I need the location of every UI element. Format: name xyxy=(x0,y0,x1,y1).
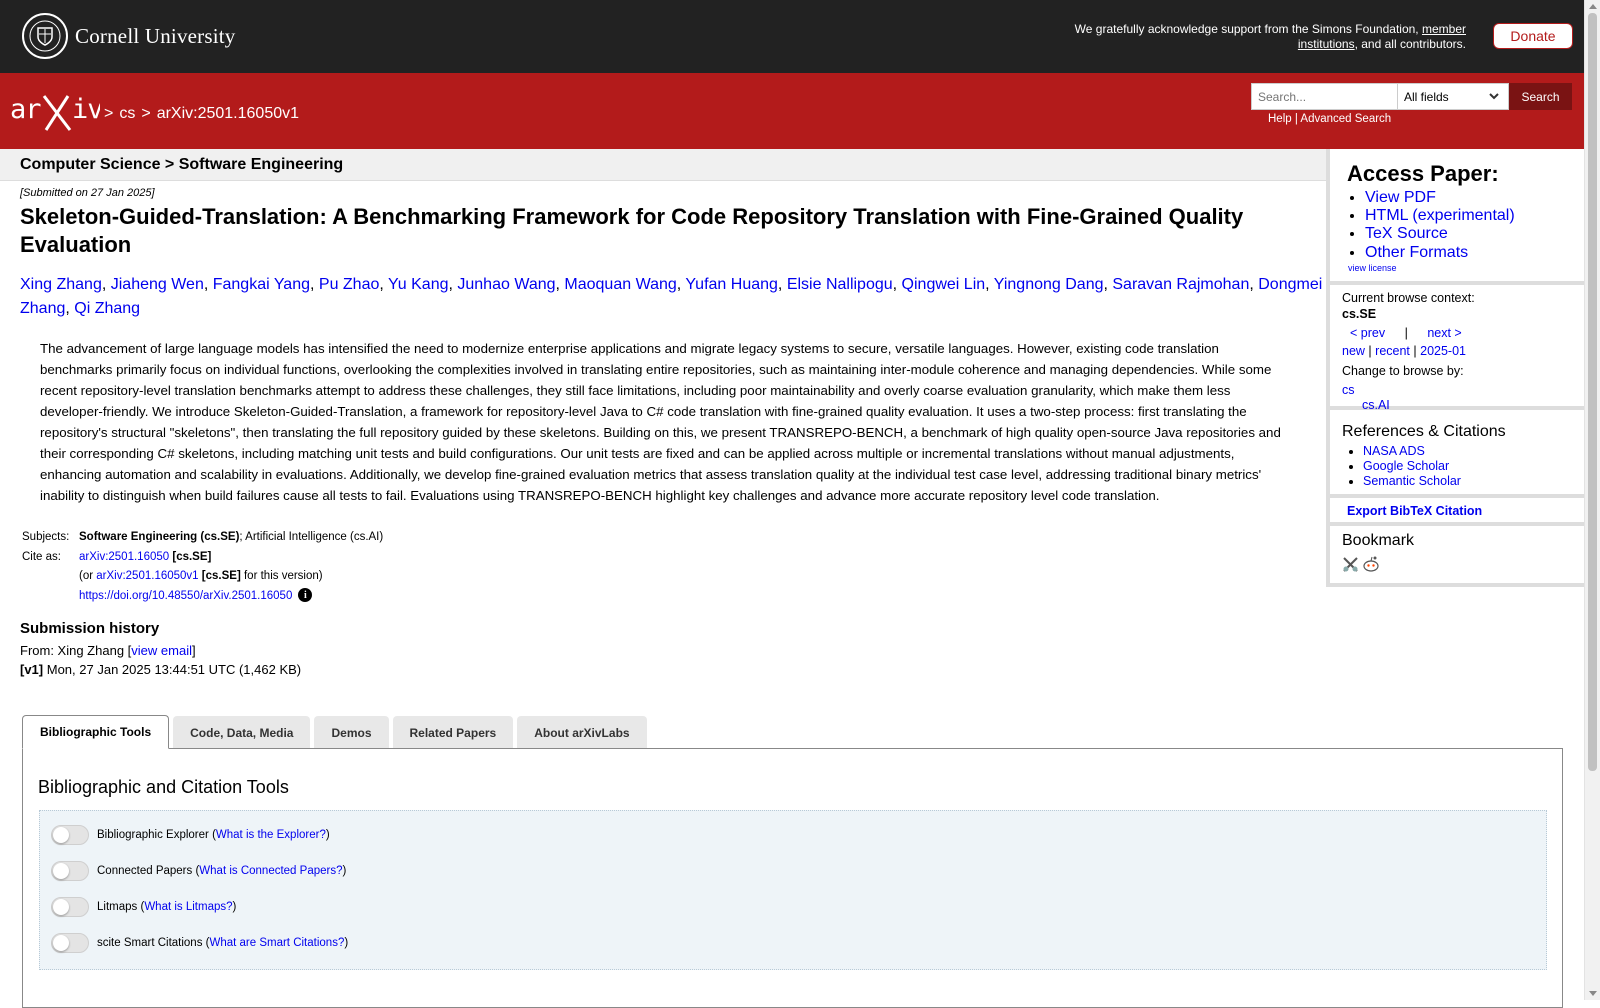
version-row xyxy=(22,567,383,587)
browse-cs-link[interactable]: cs xyxy=(1342,382,1355,397)
cite-row xyxy=(22,548,383,568)
ack-text: We gratefully acknowledge support from the Simons Foundation, xyxy=(1074,22,1419,36)
submission-from xyxy=(20,643,196,658)
tab-related-papers[interactable]: Related Papers xyxy=(393,716,514,749)
author-link[interactable]: Elsie Nallipogu xyxy=(786,276,893,293)
scroll-thumb[interactable] xyxy=(1588,13,1597,771)
list-item xyxy=(1365,244,1584,262)
breadcrumb xyxy=(104,105,299,123)
author-link[interactable]: Jiaheng Wen xyxy=(110,276,204,293)
access-paper-title: Access Paper: xyxy=(1347,161,1499,186)
export-box xyxy=(1330,498,1584,526)
access-paper-box xyxy=(1330,149,1584,285)
browse-context-box xyxy=(1330,289,1584,410)
header-links xyxy=(1268,113,1391,125)
author-link[interactable]: Yingnong Dang xyxy=(993,276,1104,293)
other-formats-link[interactable]: Other Formats xyxy=(1365,243,1469,261)
member-institutions-link[interactable]: member institutions xyxy=(1297,22,1466,51)
primary-subject: Software Engineering (cs.SE) xyxy=(79,531,240,543)
list-item xyxy=(1365,189,1584,207)
tab-about-arxivlabs[interactable]: About arXivLabs xyxy=(517,716,646,749)
scite-toggle[interactable] xyxy=(51,933,89,953)
svg-text:ar: ar xyxy=(10,94,41,125)
arxiv-logo[interactable] xyxy=(10,90,100,137)
explorer-toggle[interactable] xyxy=(51,825,89,845)
cornell-wordmark: Cornell University xyxy=(75,23,236,48)
change-browse-label: Change to browse by: xyxy=(1342,364,1464,378)
version-id-link[interactable]: arXiv:2501.16050v1 xyxy=(96,570,199,582)
cite-value xyxy=(79,548,211,568)
tool-row-scite: scite Smart Citations ( What are Smart Citations? ) xyxy=(51,933,348,953)
submission-history-title: Submission history xyxy=(20,620,160,637)
tab-bibliographic-tools[interactable]: Bibliographic Tools xyxy=(22,715,169,749)
donate-button[interactable]: Donate xyxy=(1493,23,1573,49)
help-link[interactable]: Help xyxy=(1268,113,1292,125)
google-scholar-link[interactable]: Google Scholar xyxy=(1363,459,1450,473)
cornell-seal-icon xyxy=(22,13,68,59)
tool-help-link[interactable]: What is Connected Papers? xyxy=(199,865,343,877)
author-link[interactable]: Saravan Rajmohan xyxy=(1112,276,1250,293)
access-links xyxy=(1347,189,1584,262)
export-bibtex-link[interactable]: Export BibTeX Citation xyxy=(1347,504,1483,518)
list-item xyxy=(1363,444,1584,459)
nav-separator: | xyxy=(1404,325,1408,340)
tool-name: Litmaps xyxy=(97,901,138,913)
nav-separator: | xyxy=(1368,343,1372,358)
references-links xyxy=(1342,444,1584,489)
tool-row-litmaps: Litmaps ( What is Litmaps? ) xyxy=(51,897,236,917)
spacer xyxy=(22,587,79,607)
breadcrumb-sep: > xyxy=(141,105,151,122)
semantic-scholar-link[interactable]: Semantic Scholar xyxy=(1363,474,1461,488)
new-link[interactable]: new xyxy=(1342,343,1365,358)
connected-papers-toggle[interactable] xyxy=(51,861,89,881)
version-text: Mon, 27 Jan 2025 13:44:51 UTC (1,462 KB) xyxy=(46,662,302,677)
context-value: cs.SE xyxy=(1342,306,1377,321)
references-box xyxy=(1330,414,1584,498)
tool-row-explorer: Bibliographic Explorer ( What is the Explorer? ) xyxy=(51,825,330,845)
search-input[interactable] xyxy=(1251,83,1398,110)
html-link[interactable]: HTML (experimental) xyxy=(1365,207,1515,225)
doi-value xyxy=(79,587,312,607)
author-link[interactable]: Maoquan Wang xyxy=(564,276,677,293)
tools-box xyxy=(39,810,1547,970)
author-link[interactable]: Dongmei Zhang xyxy=(20,276,1323,317)
author-link[interactable]: Yu Kang xyxy=(387,276,449,293)
paper-title: Skeleton-Guided-Translation: A Benchmarking Framework for Code Repository Translation with Fine-Grained Quality Evaluation xyxy=(20,204,1244,257)
tab-demos[interactable]: Demos xyxy=(314,716,388,749)
bookmark-box xyxy=(1330,526,1584,587)
list-item xyxy=(1365,207,1584,225)
browse-links xyxy=(1342,342,1584,361)
tab-panel xyxy=(22,748,1563,1008)
author-link[interactable]: Junhao Wang xyxy=(457,276,556,293)
header-separator: | xyxy=(1294,113,1298,125)
author-list: Xing Zhang, Jiaheng Wen, Fangkai Yang, Pu Zhao, Yu Kang, Junhao Wang, Maoquan Wang, Yufan Huang, Elsie Nallipogu, Qingwei Lin, Yingnong Dang, Saravan Rajmohan, Dongmei Zhang, Qi Zhang xyxy=(20,276,1323,317)
list-item xyxy=(1363,474,1584,489)
tool-help-link[interactable]: What is Litmaps? xyxy=(144,901,233,913)
context-label: Current browse context: xyxy=(1342,291,1475,305)
reddit-icon[interactable] xyxy=(1362,555,1380,573)
author-link[interactable]: Qingwei Lin xyxy=(901,276,986,293)
author-link[interactable]: Fangkai Yang xyxy=(212,276,310,293)
subject-header: Computer Science > Software Engineering xyxy=(0,149,1326,181)
litmaps-toggle[interactable] xyxy=(51,897,89,917)
ack-suffix: , and all contributors. xyxy=(1354,36,1466,51)
browse-csai-link[interactable]: cs.AI xyxy=(1362,398,1390,412)
bibsonomy-icon[interactable] xyxy=(1342,556,1359,573)
tool-help-link[interactable]: What are Smart Citations? xyxy=(209,937,345,949)
browse-cs-row xyxy=(1342,381,1584,400)
toggle-knob xyxy=(53,899,69,915)
tool-name: scite Smart Citations xyxy=(97,937,203,949)
chevron-down-icon xyxy=(1488,90,1500,102)
bookmark-icons xyxy=(1342,555,1584,573)
search-field-value: All fields xyxy=(1404,89,1449,104)
search-field-select[interactable] xyxy=(1397,83,1509,110)
toggle-knob xyxy=(53,935,69,951)
author-link[interactable]: Xing Zhang xyxy=(20,276,102,293)
view-email-link[interactable]: view email xyxy=(131,643,192,658)
tool-row-connected-papers: Connected Papers ( What is Connected Papers? ) xyxy=(51,861,346,881)
abstract: The advancement of large language models has intensified the need to modernize enterprise applications and migrate legacy systems to secure, versatile languages. However, existing code translation benchmarks primarily focus on individual functions, overlooking the complexities involved in translating entire repositories, such as maintaining inter-module coherence and managing dependencies. While some recent repository-level translation benchmarks attempt to address these challenges, they still face limitations, including poor maintainability and overly coarse evaluation granularity, which make them less developer-friendly. We introduce Skeleton-Guided-Translation, a framework for repository-level Java to C# code translation with fine-grained quality evaluation. It uses a two-step process: first translating the repository's structural "skeletons", then translating the full repository guided by these skeletons. Building on this, we present TRANSREPO-BENCH, a benchmark of high quality open-source Java repositories and their corresponding C# skeletons, including matching unit tests and build configurations. Our unit tests are fixed and can be applied across multiple or incremental translations without manual adjustments, enhancing automation and scalability in evaluations. Additionally, we develop fine-grained evaluation metrics that assess translation quality at the individual test case level, addressing traditional binary metrics' inability to distinguish when build failures cause all tests to fail. Evaluations using TRANSREPO-BENCH highlight key challenges and advance more accurate repository level code translation. xyxy=(40,341,1281,503)
month-link[interactable]: 2025-01 xyxy=(1420,343,1466,358)
tab-code-data-media[interactable]: Code, Data, Media xyxy=(173,716,310,749)
toggle-knob xyxy=(53,827,69,843)
version-suffix: for this version) xyxy=(243,570,323,582)
author-link[interactable]: Yufan Huang xyxy=(685,276,778,293)
recent-link[interactable]: recent xyxy=(1375,343,1410,358)
spacer xyxy=(22,567,79,587)
version-category: [cs.SE] xyxy=(201,570,241,582)
view-pdf-link[interactable]: View PDF xyxy=(1365,189,1436,206)
list-item xyxy=(1365,225,1584,243)
page-scrollbar[interactable] xyxy=(1584,0,1600,1000)
next-link[interactable]: next > xyxy=(1427,325,1462,340)
secondary-subject: ; Artificial Intelligence (cs.AI) xyxy=(239,531,384,543)
svg-text:iv: iv xyxy=(72,94,100,125)
subjects-label: Subjects: xyxy=(22,531,70,543)
author-link[interactable]: Qi Zhang xyxy=(74,300,141,317)
breadcrumb-sep: > xyxy=(104,105,114,122)
cornell-logo[interactable] xyxy=(22,13,236,59)
breadcrumb-cs[interactable]: cs xyxy=(119,105,136,122)
subjects-value xyxy=(79,528,383,548)
version-entry xyxy=(20,662,301,677)
labs-tabs xyxy=(22,715,651,749)
doi-link[interactable]: https://doi.org/10.48550/arXiv.2501.16050 xyxy=(79,589,293,602)
or-prefix: (or xyxy=(79,570,94,582)
prev-link[interactable]: < prev xyxy=(1350,325,1386,340)
tool-name: Connected Papers xyxy=(97,865,193,877)
info-icon[interactable]: i xyxy=(298,588,312,602)
subjects-row xyxy=(22,528,383,548)
scroll-down-arrow[interactable] xyxy=(1589,991,1597,996)
tex-source-link[interactable]: TeX Source xyxy=(1365,225,1448,243)
references-title: References & Citations xyxy=(1342,423,1506,440)
cite-id-link[interactable]: arXiv:2501.16050 xyxy=(79,550,170,563)
cite-label: Cite as: xyxy=(22,550,61,563)
tool-help-link[interactable]: What is the Explorer? xyxy=(215,829,326,841)
from-prefix: From: Xing Zhang [ xyxy=(20,643,132,658)
bookmark-title: Bookmark xyxy=(1342,532,1415,549)
panel-title: Bibliographic and Citation Tools xyxy=(38,777,289,797)
prev-next-nav xyxy=(1342,324,1584,342)
browse-csai-row xyxy=(1342,399,1584,411)
nav-separator: | xyxy=(1413,343,1417,358)
acknowledgement xyxy=(1046,22,1466,51)
toggle-knob xyxy=(53,863,69,879)
arxiv-header xyxy=(0,73,1584,149)
nasa-ads-link[interactable]: NASA ADS xyxy=(1363,444,1425,458)
metadata-table xyxy=(22,528,383,606)
submission-date: [Submitted on 27 Jan 2025] xyxy=(20,187,155,199)
top-bar xyxy=(0,0,1584,73)
scroll-up-arrow[interactable] xyxy=(1589,4,1597,9)
search-button[interactable]: Search xyxy=(1509,83,1572,110)
tool-name: Bibliographic Explorer xyxy=(97,829,209,841)
doi-row xyxy=(22,587,383,607)
author-link[interactable]: Pu Zhao xyxy=(318,276,380,293)
from-suffix: ] xyxy=(191,643,196,658)
view-license-link[interactable]: view license xyxy=(1348,262,1397,273)
version-value xyxy=(79,567,323,587)
list-item xyxy=(1363,459,1584,474)
version-label: [v1] xyxy=(20,662,44,677)
cite-category: [cs.SE] xyxy=(172,550,212,563)
breadcrumb-paper-id: arXiv:2501.16050v1 xyxy=(156,105,300,122)
advanced-search-link[interactable]: Advanced Search xyxy=(1300,113,1392,125)
